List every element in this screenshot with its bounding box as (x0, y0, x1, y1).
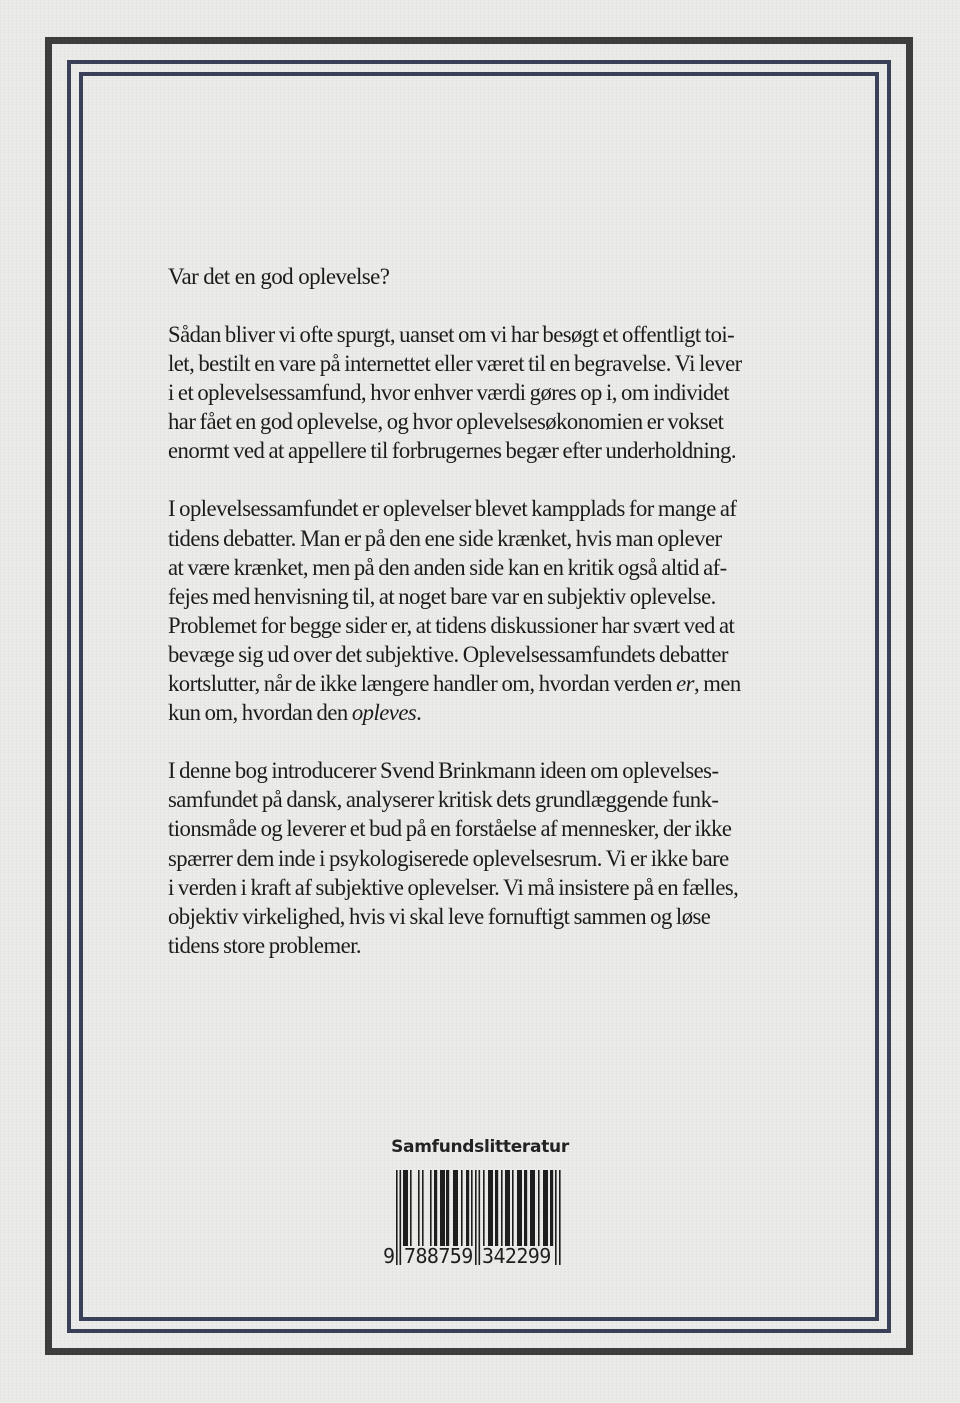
italic-emphasis: er (676, 671, 694, 697)
text-line: tidens debatter. Man er på den ene side krænket, hvis man oplever (168, 525, 722, 551)
paragraph-3 (168, 756, 798, 960)
text-line: fejes med henvisning til, at noget bare var en subjektiv oplevelse. (168, 583, 716, 609)
text-segment: kortslutter, når de ikke længere handler om, hvordan verden (168, 671, 677, 697)
isbn-number (383, 1244, 573, 1268)
text-line: har fået en god oplevelse, og hvor oplevelsesøkonomien er vokset (168, 409, 724, 435)
text-line (168, 698, 790, 727)
isbn-right-group: 342299 (482, 1244, 551, 1268)
text-line: i et oplevelsessamfund, hvor enhver værdi gøres op i, om individet (168, 380, 729, 406)
text-line: at være krænket, men på den anden side kan en kritik også altid af- (168, 554, 727, 580)
text-segment: kun om, hvordan den (168, 700, 352, 726)
text-line: tidens store problemer. (168, 932, 362, 958)
text-line: objektiv virkelighed, hvis vi skal leve fornuftigt sammen og løse (168, 903, 711, 929)
text-line: spærrer dem inde i psykologiserede oplevelsesrum. Vi er ikke bare (168, 845, 729, 871)
text-line (168, 669, 790, 698)
text-segment: . (416, 700, 422, 726)
text-line: let, bestilt en vare på internettet eller været til en begravelse. Vi lever (168, 351, 742, 377)
text-segment: , men (693, 671, 741, 697)
text-line: samfundet på dansk, analyserer kritisk dets grundlæggende funk- (168, 787, 719, 813)
text-line: Problemet for begge sider er, at tidens diskussioner har svært ved at (168, 612, 735, 638)
isbn-barcode (383, 1170, 573, 1270)
text-line: i verden i kraft af subjektive oplevelser. Vi må insistere på en fælles, (168, 874, 739, 900)
publisher-logo: Samfundslitteratur (391, 1137, 569, 1157)
paragraph-2 (168, 494, 798, 727)
text-line: Sådan bliver vi ofte spurgt, uanset om vi har besøgt et offentligt toi- (168, 322, 735, 347)
text-line: tionsmåde og leverer et bud på en forståelse af mennesker, der ikke (168, 816, 732, 842)
isbn-first-digit: 9 (383, 1244, 396, 1268)
isbn-left-group: 788759 (404, 1244, 473, 1268)
paragraph-1 (168, 320, 798, 465)
text-line: I oplevelsessamfundet er oplevelser blevet kampplads for mange af (168, 496, 737, 522)
blurb-heading: Var det en god oplevelse? (168, 264, 390, 289)
italic-emphasis: opleves (351, 700, 417, 726)
back-cover-blurb (168, 262, 798, 989)
text-line: I denne bog introducerer Svend Brinkmann ideen om oplevelses- (168, 758, 719, 784)
text-line: enormt ved at appellere til forbrugernes begær efter underholdning. (168, 438, 736, 464)
text-line: bevæge sig ud over det subjektive. Oplevelsessamfundets debatter (168, 641, 728, 667)
